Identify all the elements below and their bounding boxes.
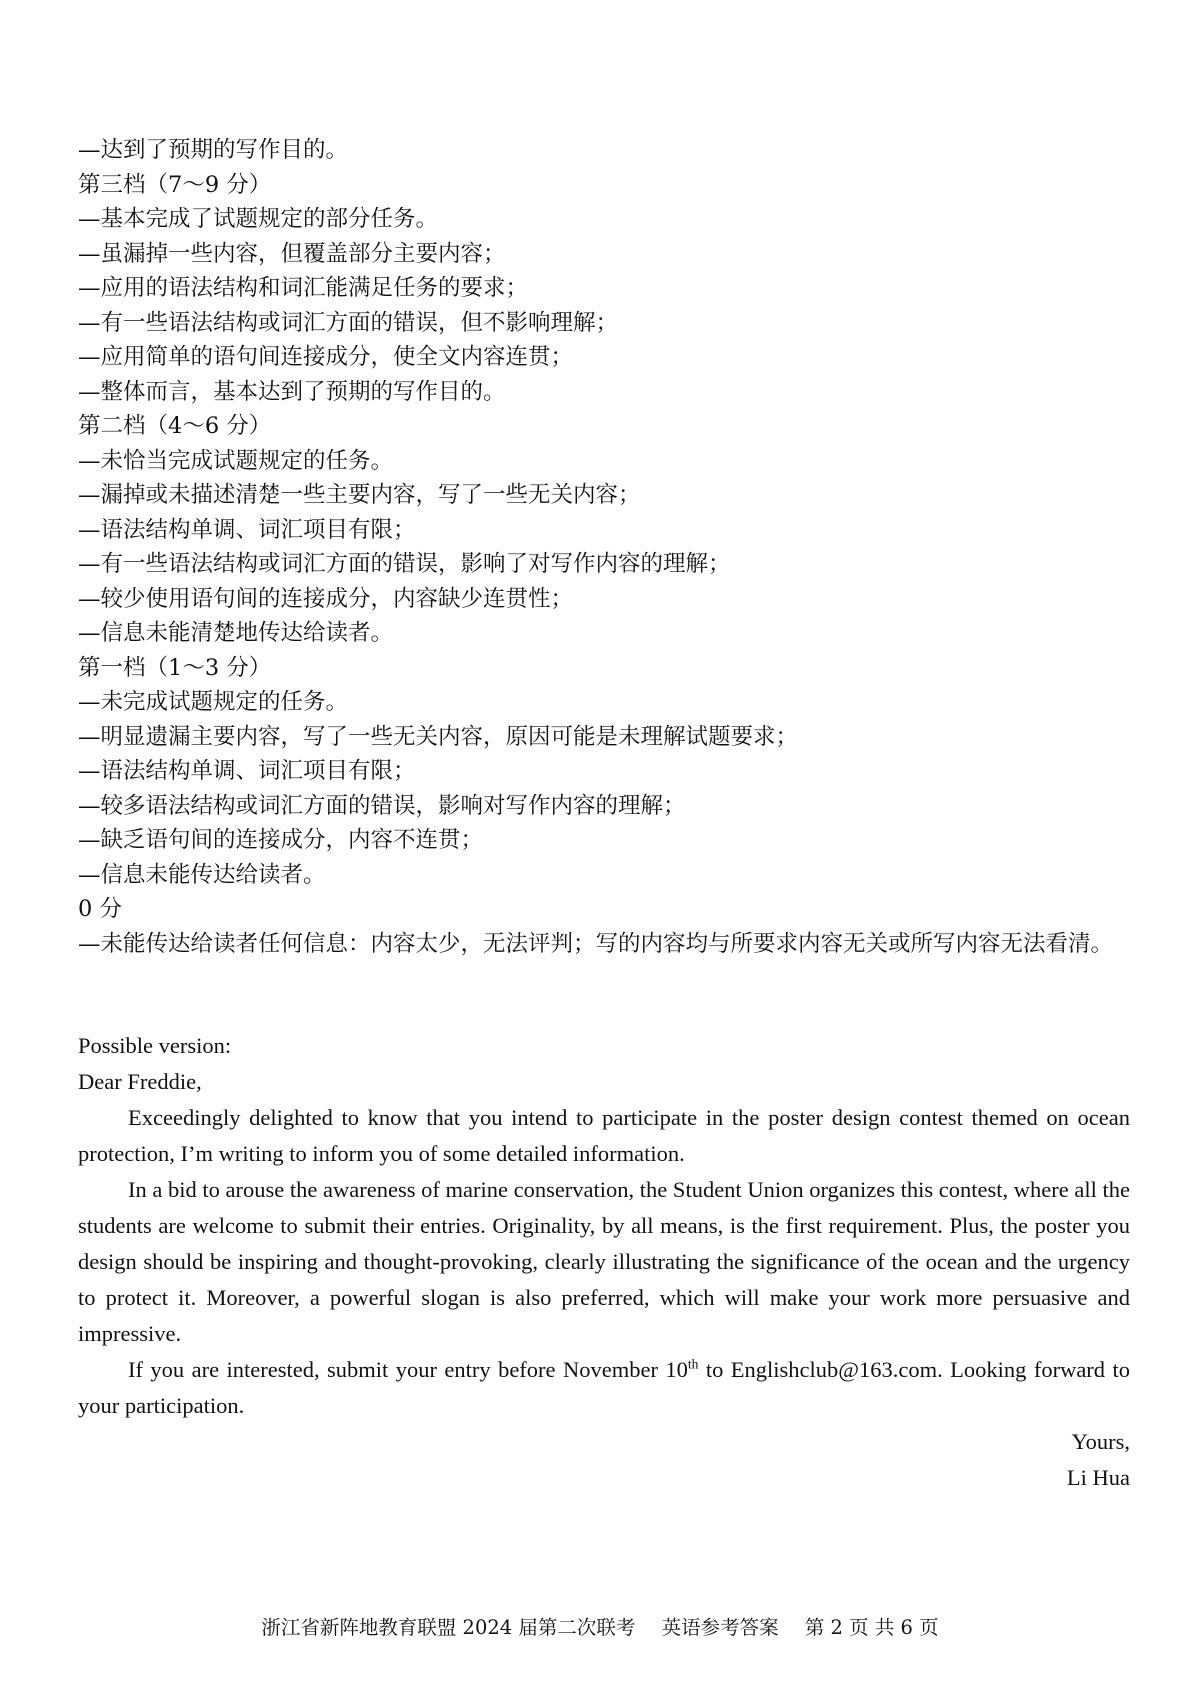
rubric-level-heading: 第一档（1～3 分） xyxy=(78,654,272,681)
footer-subject: 英语参考答案 xyxy=(661,1616,779,1639)
rubric-line: —未完成试题规定的任务。 xyxy=(78,689,349,715)
rubric-line: —信息未能传达给读者。 xyxy=(78,861,326,888)
rubric-line: —整体而言，基本达到了预期的写作目的。 xyxy=(78,378,506,405)
rubric-line: —缺乏语句间的连接成分，内容不连贯； xyxy=(78,827,484,853)
letter-signature: Li Hua xyxy=(1066,1465,1130,1490)
sample-letter xyxy=(78,1028,1130,1496)
letter-closing: Yours, xyxy=(1071,1429,1130,1454)
letter-paragraph-1: Exceedingly delighted to know that you intend to participate in the poster design contest themed on ocean protection, I’m writing to inform you of some detailed information. xyxy=(78,1105,1130,1166)
rubric-line: —应用的语法结构和词汇能满足任务的要求； xyxy=(78,275,529,301)
rubric-line: —信息未能清楚地传达给读者。 xyxy=(78,620,394,646)
ordinal-suffix: th xyxy=(687,1356,699,1372)
rubric-line: —较少使用语句间的连接成分，内容缺少连贯性； xyxy=(78,585,574,612)
rubric-line: —应用简单的语句间连接成分，使全文内容连贯； xyxy=(78,344,574,370)
letter-paragraph-3 xyxy=(78,1352,1130,1424)
rubric-line: —语法结构单调、词汇项目有限； xyxy=(78,758,416,784)
footer-page-number: 第 2 页 共 6 页 xyxy=(804,1616,939,1639)
rubric-line: —虽漏掉一些内容，但覆盖部分主要内容； xyxy=(78,240,506,267)
paragraph-3-start: If you are interested, submit your entry before November 10 xyxy=(128,1357,688,1382)
rubric-line: —明显遗漏主要内容，写了一些无关内容，原因可能是未理解试题要求； xyxy=(78,723,799,750)
letter-heading: Possible version: xyxy=(78,1033,232,1058)
rubric-level-heading: 第三档（7～9 分） xyxy=(78,171,272,198)
rubric-line: —较多语法结构或词汇方面的错误，影响对写作内容的理解； xyxy=(78,792,686,819)
page-footer xyxy=(0,1612,1200,1640)
rubric-line: —未恰当完成试题规定的任务。 xyxy=(78,447,394,474)
rubric-line: —达到了预期的写作目的。 xyxy=(78,137,349,163)
rubric-line: —基本完成了试题规定的部分任务。 xyxy=(78,206,439,232)
rubric-line: —未能传达给读者任何信息：内容太少，无法评判；写的内容均与所要求内容无关或所写内容无法看清。 xyxy=(78,930,1114,957)
paragraph-3-end: to Englishclub@163.com. Looking forward to your participation. xyxy=(78,1357,1130,1418)
rubric-line: —漏掉或未描述清楚一些主要内容，写了一些无关内容； xyxy=(78,482,641,508)
scoring-rubric xyxy=(78,133,1138,961)
rubric-level-heading: 0 分 xyxy=(78,896,122,922)
letter-paragraph-2: In a bid to arouse the awareness of marine conservation, the Student Union organizes this contest, where all the students are welcome to submit their entries. Originality, by all means, is the first requirement. Plus, the poster you design should be inspiring and thought-provoking, clearly illustrating the significance of the ocean and the urgency to protect it. Moreover, a powerful slogan is also preferred, which will make your work more persuasive and impressive. xyxy=(78,1177,1130,1346)
rubric-line: —有一些语法结构或词汇方面的错误，但不影响理解； xyxy=(78,309,619,336)
letter-salutation: Dear Freddie, xyxy=(78,1069,202,1094)
footer-source: 浙江省新阵地教育联盟 2024 届第二次联考 xyxy=(261,1616,636,1639)
rubric-level-heading: 第二档（4～6 分） xyxy=(78,413,272,439)
rubric-line: —语法结构单调、词汇项目有限； xyxy=(78,516,416,543)
rubric-line: —有一些语法结构或词汇方面的错误，影响了对写作内容的理解； xyxy=(78,551,731,577)
